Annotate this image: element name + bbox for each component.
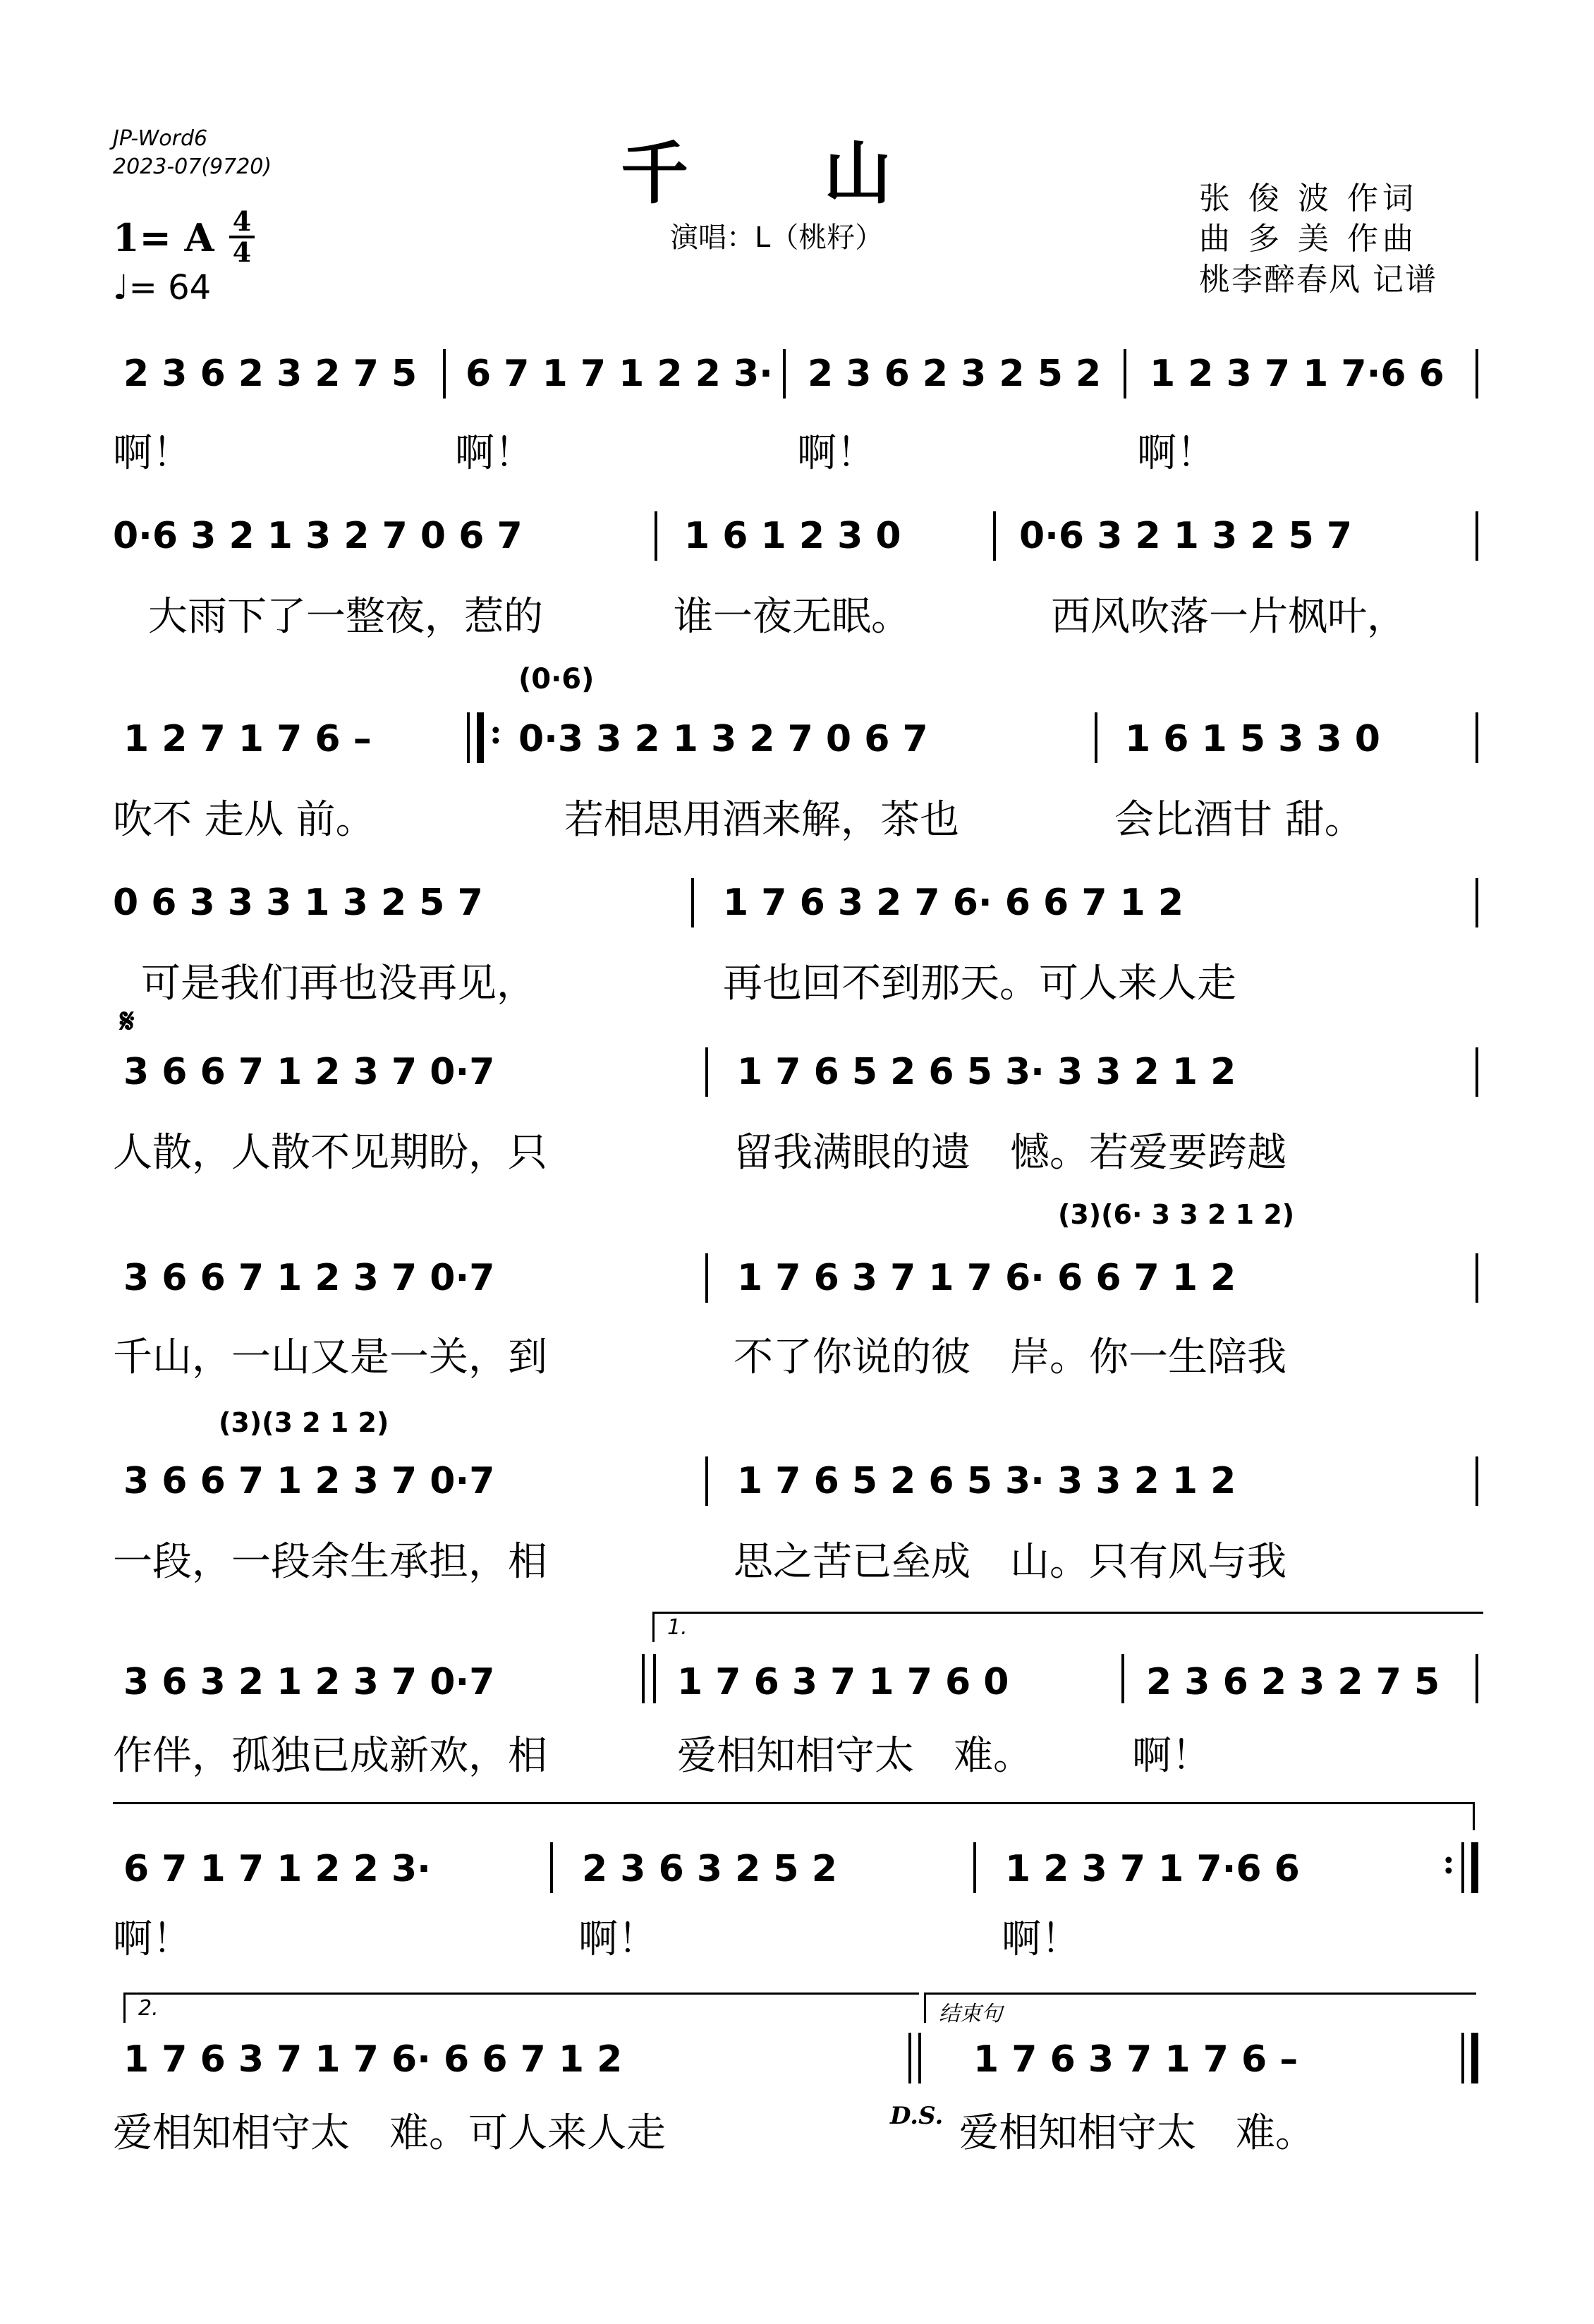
measure-notes: 1 2 3 7 1 7·6 6	[1005, 1848, 1300, 1890]
measure-notes: 3 6 6 7 1 2 3 7 0·7	[123, 1460, 495, 1502]
time-signature	[229, 205, 255, 268]
lyric-line: 思之苦已垒成 山。只有风与我	[734, 1539, 1286, 1585]
measure-notes: 2 3 6 2 3 2 5 2	[808, 353, 1102, 395]
measure-notes: 6 7 1 7 1 2 2 3·	[466, 353, 773, 395]
lyric-line: 大雨下了一整夜，惹的	[148, 594, 543, 640]
coda-bracket	[924, 1993, 1476, 2026]
transcriber-credit: 桃李醉春风 记谱	[1199, 262, 1437, 298]
segno-sign: 𝄋	[120, 1002, 135, 1041]
lyric-line: 作伴，孤独已成新欢，相	[113, 1733, 547, 1779]
coda-label: 结束句	[939, 2002, 1002, 2026]
lyric-line: 啊！	[455, 430, 534, 476]
time-signature-top: 4	[232, 205, 252, 237]
measure-notes: 0·3 3 2 1 3 2 7 0 6 7	[518, 718, 928, 760]
tempo-marking: ♩= 64	[113, 268, 212, 308]
measure-notes: 3 6 3 2 1 2 3 7 0·7	[123, 1661, 495, 1703]
singer-credit: 演唱：L（桃籽）	[670, 221, 884, 254]
lyric-line: 会比酒甘 甜。	[1114, 797, 1364, 843]
lyric-line: 可是我们再也没再见，	[141, 961, 536, 1006]
lyric-line: 爱相知相守太 难。	[959, 2110, 1315, 2156]
lyric-line: 人散，人散不见期盼，只	[113, 1130, 547, 1176]
lyric-line: 谁一夜无眠。	[674, 594, 911, 640]
measure-notes: 0·6 3 2 1 3 2 7 0 6 7	[113, 515, 523, 557]
lyric-line: 爱相知相守太 难。可人来人走	[113, 2110, 666, 2156]
lyric-line: 啊！	[1002, 1916, 1081, 1962]
lyric-line: 啊！	[578, 1916, 657, 1962]
measure-notes: 3 6 6 7 1 2 3 7 0·7	[123, 1257, 495, 1299]
dal-segno-marking: D.S.	[890, 2102, 944, 2130]
measure-notes: 1 7 6 3 7 1 7 6 –	[973, 2038, 1298, 2081]
second-ending-label: 2.	[138, 1996, 159, 2021]
measure-notes: 2 3 6 3 2 5 2	[582, 1848, 837, 1890]
measure-notes: 1 6 1 5 3 3 0	[1125, 718, 1380, 760]
measure-notes: 1 7 6 3 2 7 6· 6 6 7 1 2	[723, 882, 1184, 924]
first-ending-label: 1.	[667, 1615, 688, 1640]
optional-notes: (0·6)	[518, 663, 595, 695]
lyric-line: 啊！	[113, 430, 192, 476]
lyric-line: 再也回不到那天。可人来人走	[723, 961, 1236, 1006]
lyric-line: 西风吹落一片枫叶，	[1051, 594, 1406, 640]
key-signature: 1= A	[113, 215, 214, 260]
lyric-line: 吹不 走从 前。	[113, 797, 375, 843]
date-code: 2023-07(9720)	[113, 154, 272, 179]
lyric-line: 留我满眼的遗 憾。若爱要跨越	[734, 1130, 1286, 1176]
measure-notes: 0·6 3 2 1 3 2 5 7	[1019, 515, 1353, 557]
repeat-start-dots: :	[489, 712, 502, 752]
measure-notes: 1 6 1 2 3 0	[684, 515, 901, 557]
software-label: JP-Word6	[113, 126, 208, 151]
lyric-line: 啊！	[1132, 1733, 1211, 1779]
first-ending-bracket	[652, 1612, 1483, 1642]
lyric-line: 一段，一段余生承担，相	[113, 1539, 547, 1585]
lyric-line: 啊！	[797, 430, 876, 476]
measure-notes: 1 2 7 1 7 6 –	[123, 718, 372, 760]
measure-notes: 1 7 6 3 7 1 7 6 0	[677, 1661, 1009, 1703]
measure-notes: 1 2 3 7 1 7·6 6	[1150, 353, 1444, 395]
optional-notes: (3)(6· 3 3 2 1 2)	[1058, 1199, 1295, 1230]
lyric-line: 若相思用酒来解，茶也	[564, 797, 959, 843]
song-title: 千 山	[621, 133, 892, 213]
optional-notes: (3)(3 2 1 2)	[219, 1407, 389, 1438]
lyricist-credit: 张 俊 波 作词	[1199, 181, 1418, 217]
first-ending-continuation	[113, 1802, 1474, 1804]
lyric-line: 啊！	[1137, 430, 1216, 476]
measure-notes: 1 7 6 3 7 1 7 6· 6 6 7 1 2	[737, 1257, 1236, 1299]
measure-notes: 0 6 3 3 3 1 3 2 5 7	[113, 882, 483, 924]
second-ending-bracket	[123, 1993, 919, 2023]
lyric-line: 不了你说的彼 岸。你一生陪我	[734, 1334, 1286, 1380]
measure-notes: 1 7 6 3 7 1 7 6· 6 6 7 1 2	[123, 2038, 623, 2081]
repeat-end-dots: :	[1442, 1842, 1455, 1882]
lyric-line: 爱相知相守太 难。	[677, 1733, 1033, 1779]
measure-notes: 2 3 6 2 3 2 7 5	[1146, 1661, 1440, 1703]
measure-notes: 1 7 6 5 2 6 5 3· 3 3 2 1 2	[737, 1051, 1236, 1093]
measure-notes: 2 3 6 2 3 2 7 5	[123, 353, 418, 395]
lyric-line: 千山，一山又是一关，到	[113, 1334, 547, 1380]
composer-credit: 曲 多 美 作曲	[1199, 221, 1418, 257]
measure-notes: 1 7 6 5 2 6 5 3· 3 3 2 1 2	[737, 1460, 1236, 1502]
measure-notes: 6 7 1 7 1 2 2 3·	[123, 1848, 431, 1890]
measure-notes: 3 6 6 7 1 2 3 7 0·7	[123, 1051, 495, 1093]
lyric-line: 啊！	[113, 1916, 192, 1962]
time-signature-bottom: 4	[232, 236, 252, 268]
